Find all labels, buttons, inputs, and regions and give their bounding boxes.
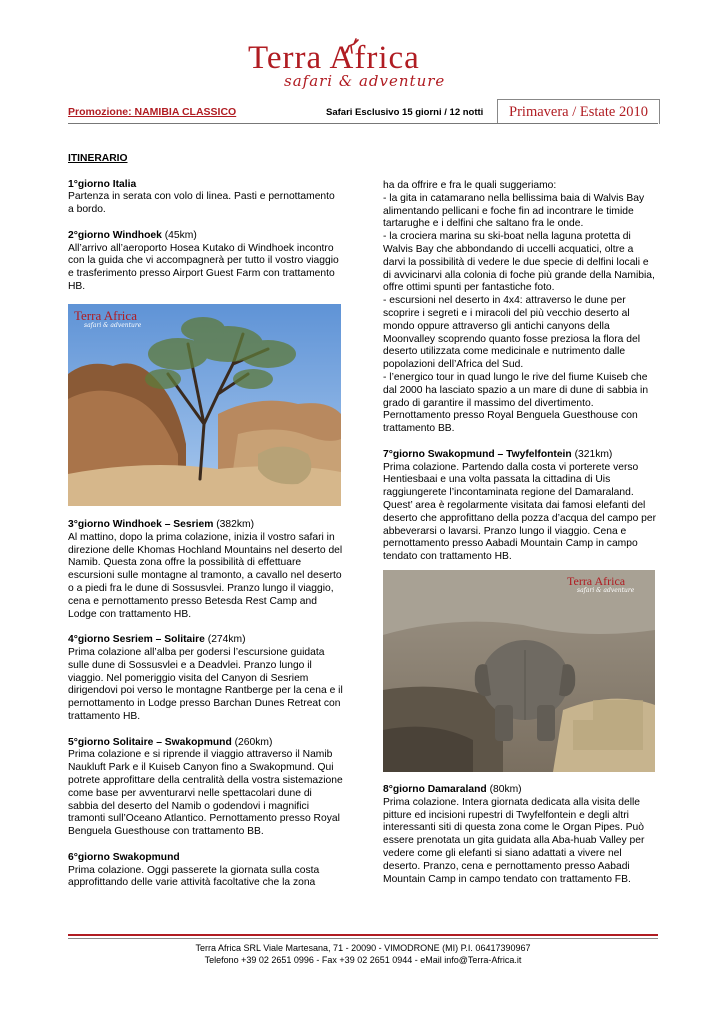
day7-text: Prima colazione. Partendo dalla costa vi porterete verso Hentiesbaai e una volta passata la cittadina di Uis raggiungerete l’incontaminata regione del Damaraland. Quest’ area è regolarmente visitata dai famosi elefanti del deserto che approfittano della pozza d’acqua del campo per abbeverarsi o lavarsi. Pranzo lungo il viaggio. Cena e pernottamento presso Aabadi Mountain Camp in campo tendato con trattamento HB.	[383, 461, 657, 563]
photo2-watermark-tagline: safari & adventure	[577, 587, 635, 594]
photo2-watermark	[567, 574, 634, 594]
day6-option-quad: - l’energico tour in quad lungo le rive del fiume Kuiseb che dal 2000 ha lasciato spazio a un mare di dune di sabbia in grado di garantire il massimo del divertimento. Pernottamento presso Royal Benguela Guesthouse con trattamento BB.	[383, 371, 649, 435]
day8-km: (80km)	[489, 784, 522, 795]
left-column-top	[68, 153, 343, 307]
photo1-watermark-name: Terra Africa	[74, 308, 137, 323]
itinerary-heading: ITINERARIO	[68, 153, 128, 164]
company-logo	[234, 38, 474, 98]
day4-km: (274km)	[207, 634, 246, 646]
logo-tagline: safari & adventure	[284, 72, 446, 90]
photo-desert-tree	[68, 304, 341, 506]
footer-address: Terra Africa SRL Viale Martesana, 71 - 20090 - VIMODRONE (MI) P.I. 06417390967	[195, 943, 531, 953]
day4-text: Prima colazione all’alba per godersi l’escursione guidata sulle dune di Sossusvlei e a Deadvlei. Pranzo lungo il viaggio. Nel pomeriggio visita del Canyon di Sesriem dirigendovi poi verso le montagne Rantberge per la cena e il pernottamento in Lodge presso Barchan Dunes Retreat con trattamento HB.	[68, 646, 343, 722]
day3-title: 3°giorno Windhoek – Sesriem	[68, 519, 214, 530]
day2-km: (45km)	[164, 229, 197, 241]
day7-title: 7°giorno Swakopmund – Twyfelfontein	[383, 448, 572, 460]
day6-title: 6°giorno Swakopmund	[68, 851, 180, 863]
day7-km: (321km)	[574, 448, 613, 460]
photo2-watermark-name: Terra Africa	[567, 574, 626, 588]
footer-rule-top	[68, 934, 658, 936]
season-box: Primavera / Estate 2010	[497, 99, 660, 124]
day4-title: 4°giorno Sesriem – Solitaire	[68, 634, 205, 646]
photo-elephant	[383, 570, 655, 772]
photo1-watermark	[74, 308, 141, 329]
safari-duration: Safari Esclusivo 15 giorni / 12 notti	[326, 107, 484, 118]
day6-option-skiboat: - la crociera marina su ski-boat nella laguna protetta di Walvis Bay che abbondando di uccelli acquatici, oltre a darvi la possibilità di vedere le due specie di delfini locali e di avvicinarvi alla colonia di foche più grande della Namibia, offre ottimi spunti per fantastiche foto.	[383, 231, 655, 294]
day5-km: (260km)	[234, 736, 273, 748]
day8-text: Prima colazione. Intera giornata dedicata alla visita delle pitture ed incisioni rupestri di Twyfelfontein e degli altri interessanti siti di questa zona come le Organ Pipes. Può essere prenotata un gita guidata alla Aba-huab Valley per vedere come gli elefanti si siano adattati a vivere nel deserto. Pranzo, cena e pernottamento presso Aabadi Mountain Camp in campo tendato con trattamento FB.	[383, 796, 645, 885]
day5-title: 5°giorno Solitaire – Swakopmund	[68, 736, 232, 748]
day1-title: 1°giorno Italia	[68, 178, 137, 190]
day5-text: Prima colazione e si riprende il viaggio attraverso il Namib Naukluft Park e il Kuiseb Canyon fino a Swakopmund. Qui potrete approfittare della centralità della vostra sistemazione come base per avventurarvi nelle spettacolari dune di sabbia del deserto del Namib o godendovi i magnifici tramonti sull’Oceano Atlantico. Pernottamento presso Royal Benguela Guesthouse con trattamento BB.	[68, 749, 343, 838]
photo1-watermark-tagline: safari & adventure	[84, 322, 142, 329]
right-column-bottom	[383, 784, 658, 899]
header-rule	[68, 123, 658, 124]
logo-wordmark: Terra Africa	[248, 40, 420, 76]
day2-title: 2°giorno Windhoek	[68, 229, 162, 241]
day6-option-4x4: - escursioni nel deserto in 4x4: attraverso le dune per scoprire i segreti e i miracoli del più vecchio deserto al mondo oppure attraverso gli antichi canyons della Moonvalley scoprendo quanto fosse preziosa la flora del deserto utilizzata come medicinale e nutrimento dalle popolazioni dell’Africa del Sud.	[383, 295, 641, 371]
day1-text: Partenza in serata con volo di linea. Pasti e pernottamento a bordo.	[68, 191, 335, 216]
promo-title: Promozione: NAMIBIA CLASSICO	[68, 106, 237, 118]
footer	[68, 942, 658, 966]
day2-text: All’arrivo all’aeroporto Hosea Kutako di Windhoek incontro con la guida che vi accompagnerà per tutto il vostro viaggio e trasferimento presso Airport Guest Farm con trattamento HB.	[68, 242, 339, 292]
day6-continuation: ha da offrire e fra le quali suggeriamo:	[383, 180, 557, 191]
day8-title: 8°giorno Damaraland	[383, 784, 487, 795]
right-column-top	[383, 180, 658, 577]
antelope-icon	[342, 38, 362, 56]
day3-text: Al mattino, dopo la prima colazione, inizia il vostro safari in direzione delle Khomas Hochland Mountains nel deserto del Namib. Questa zona offre la possibilità di effettuare escursioni sulle montagne al tramonto, a cavallo nel deserto o a piedi fra le dune di Sossusvlei. Pranzo lungo il viaggio, cena e pernottamento presso Betesda Rest Camp and Lodge con trattamento HB.	[68, 531, 343, 620]
day6-text: Prima colazione. Oggi passerete la giornata sulla costa approfittando delle varie attività facoltative che la zona	[68, 864, 320, 889]
left-column-bottom	[68, 519, 343, 903]
day6-option-catamaran: - la gita in catamarano nella bellissima baia di Walvis Bay alimentando pellicani e foche fin ad incontrare le timide tartarughe e i delfini che saltano fra le onde.	[383, 192, 645, 230]
day3-km: (382km)	[216, 519, 254, 530]
footer-contacts: Telefono +39 02 2651 0996 - Fax +39 02 2651 0944 - eMail info@Terra-Africa.it	[204, 955, 522, 965]
footer-rule-bottom	[68, 938, 658, 939]
